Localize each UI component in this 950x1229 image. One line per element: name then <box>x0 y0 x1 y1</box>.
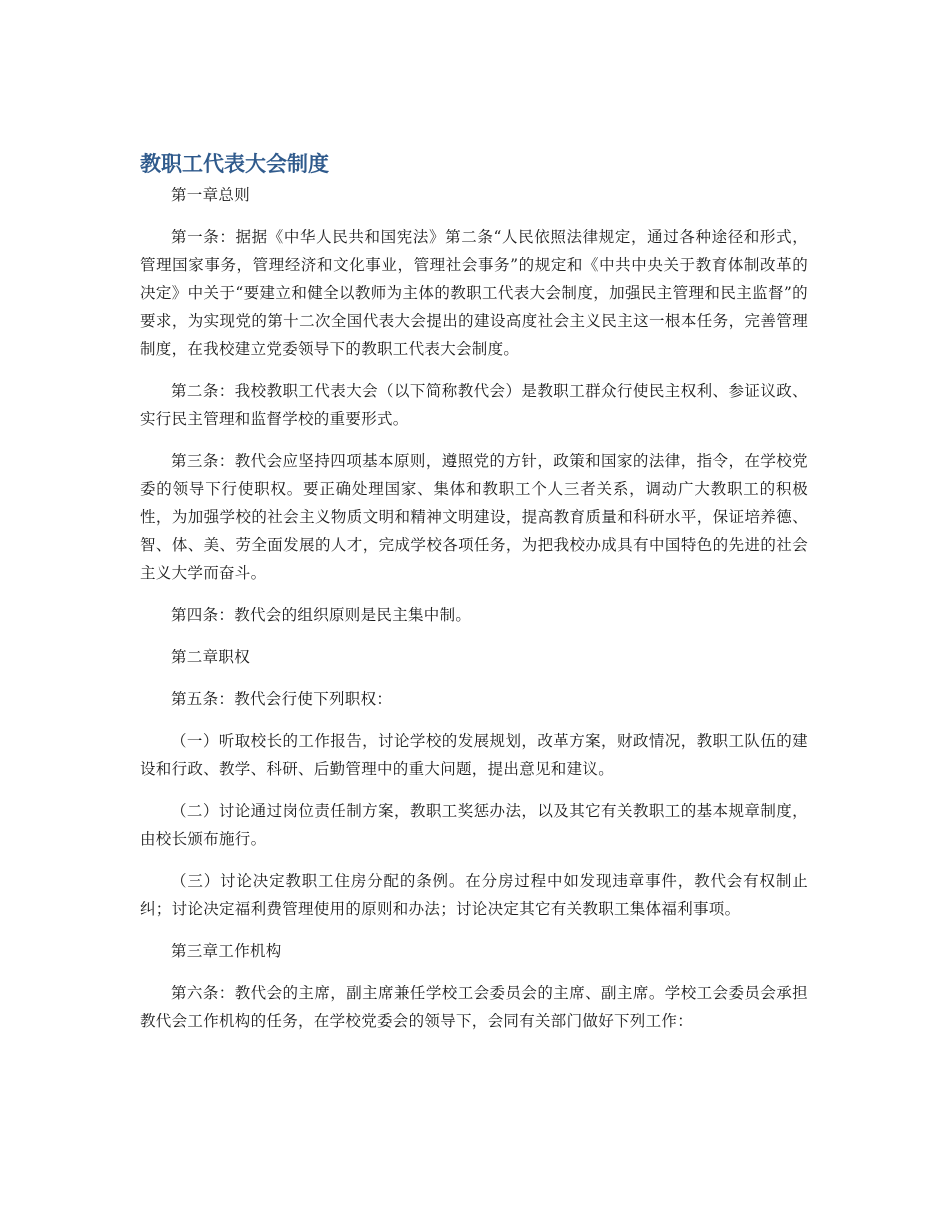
document-title: 教职工代表大会制度 <box>140 152 329 176</box>
article-paragraph: 第三条：教代会应坚持四项基本原则，遵照党的方针，政策和国家的法律，指令，在学校党委的领导下行使职权。要正确处理国家、集体和教职工个人三者关系，调动广大教职工的积极性，为加强学校的社会主义物质文明和精神文明建设，提高教育质量和科研水平，保证培养德、智、体、美、劳全面发展的人才，完成学校各项任务，为把我校办成具有中国特色的先进的社会主义大学而奋斗。 <box>140 452 808 582</box>
article-paragraph: 第五条：教代会行使下列职权： <box>171 690 393 708</box>
article-paragraph: 第六条：教代会的主席，副主席兼任学校工会委员会的主席、副主席。学校工会委员会承担教代会工作机构的任务，在学校党委会的领导下，会同有关部门做好下列工作： <box>140 984 808 1030</box>
article-paragraph: 第四条：教代会的组织原则是民主集中制。 <box>171 606 472 624</box>
article-paragraph: 第二条：我校教职工代表大会（以下简称教代会）是教职工群众行使民主权利、参证议政、实行民主管理和监督学校的重要形式。 <box>140 382 808 428</box>
clause-paragraph: （三）讨论决定教职工住房分配的条例。在分房过程中如发现违章事件，教代会有权制止纠；讨论决定福利费管理使用的原则和办法；讨论决定其它有关教职工集体福利事项。 <box>140 872 808 918</box>
chapter-heading: 第一章总则 <box>171 186 251 204</box>
clause-paragraph: （二）讨论通过岗位责任制方案，教职工奖惩办法，以及其它有关教职工的基本规章制度，由校长颁布施行。 <box>140 802 808 848</box>
article-paragraph: 第一条：据据《中华人民共和国宪法》第二条“人民依照法律规定，通过各种途径和形式，管理国家事务，管理经济和文化事业，管理社会事务”的规定和《中共中央关于教育体制改革的决定》中关于“要建立和健全以教师为主体的教职工代表大会制度，加强民主管理和民主监督”的要求，为实现党的第十二次全国代表大会提出的建设高度社会主义民主这一根本任务，完善管理制度，在我校建立党委领导下的教职工代表大会制度。 <box>140 228 808 358</box>
chapter-heading: 第二章职权 <box>171 648 251 666</box>
clause-paragraph: （一）听取校长的工作报告，讨论学校的发展规划，改革方案，财政情况，教职工队伍的建设和行政、教学、科研、后勤管理中的重大问题，提出意见和建议。 <box>140 732 808 778</box>
chapter-heading: 第三章工作机构 <box>171 942 282 960</box>
document-body <box>140 181 808 1049</box>
